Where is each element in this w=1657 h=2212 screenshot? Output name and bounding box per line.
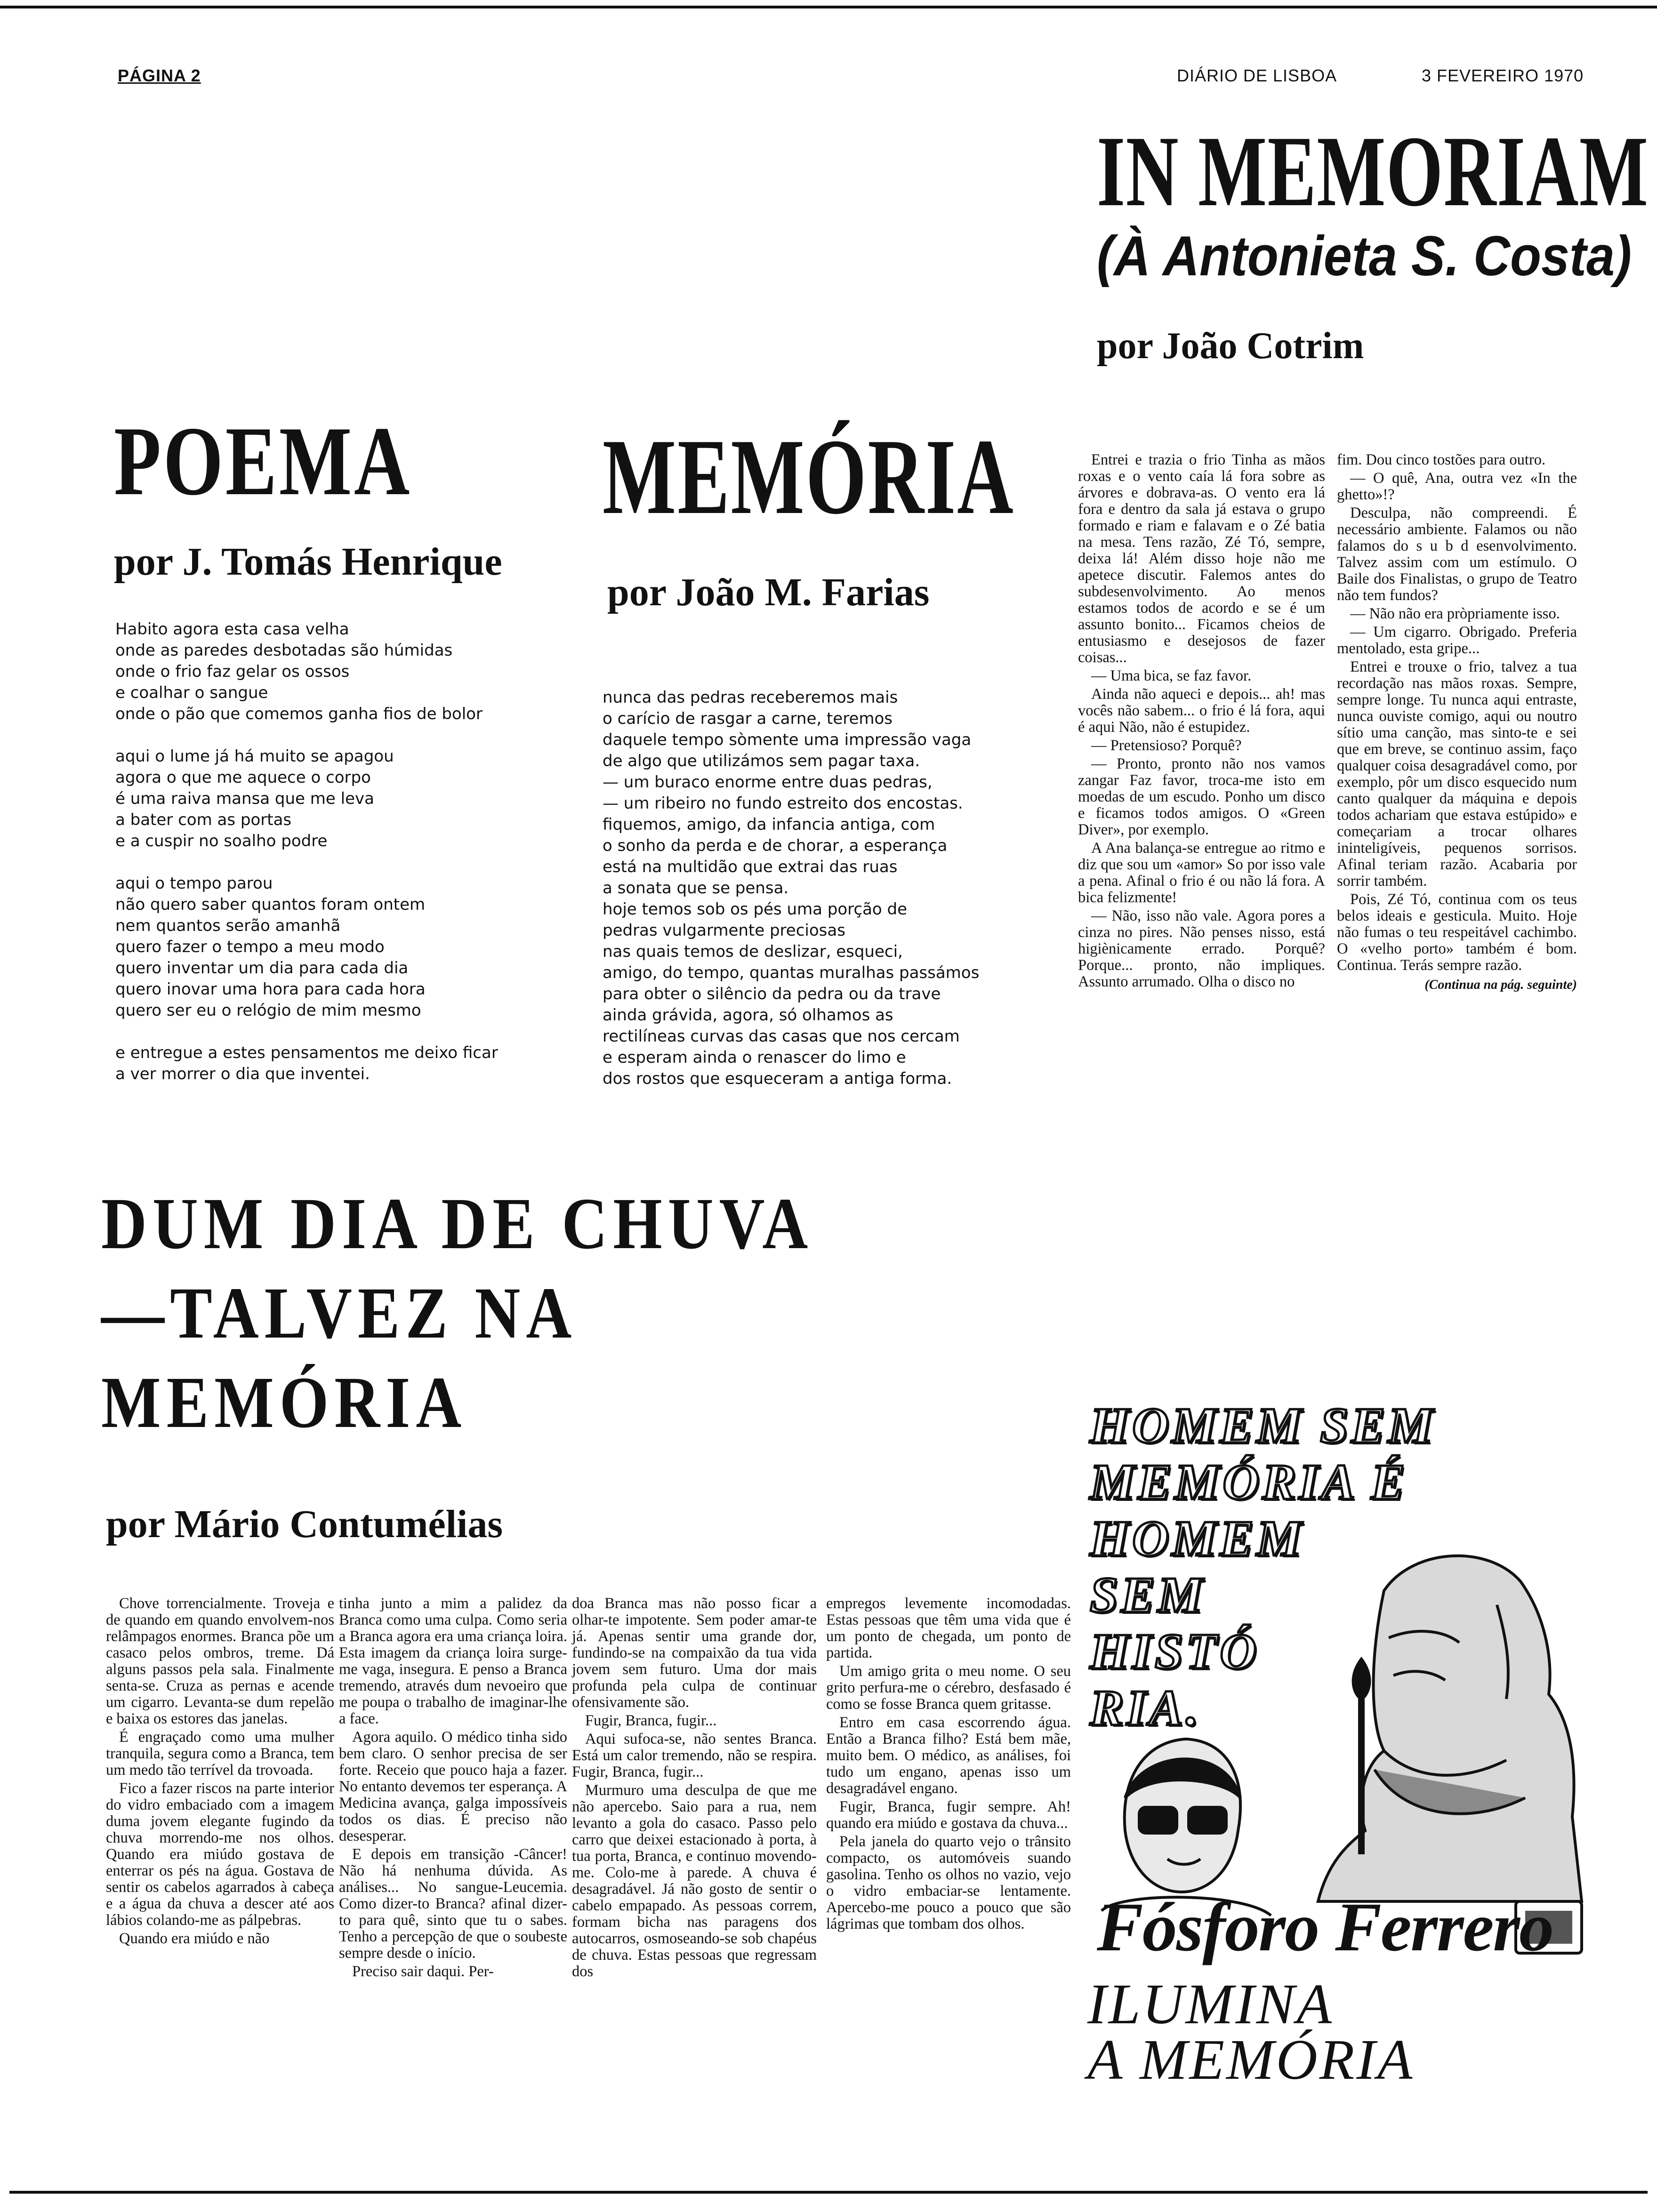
poem-line: e coalhar o sangue [115, 683, 268, 702]
chuva-column-1 [106, 1595, 334, 1949]
poem-line: amigo, do tempo, quantas muralhas passámos [603, 963, 980, 982]
poem-line: onde o frio faz gelar os ossos [115, 662, 350, 681]
poem-line: onde o pão que comemos ganha fios de bolor [115, 705, 483, 723]
poem-line: aqui o tempo parou [115, 874, 273, 893]
in-memoriam-column-1 [1078, 452, 1325, 992]
paragraph: Chove torrencialmente. Troveja e de quando em quando envolvem-nos relâmpagos enormes. Branca põe um casaco pelos ombros, treme. Dá alguns passos pela sala. Finalmente senta-se. Cruza as pernas e acende um cigarro. Levanta-se dum repelão e baixa os estores das janelas. [106, 1595, 334, 1727]
paragraph: — O quê, Ana, outra vez «In the ghetto»!? [1337, 470, 1577, 503]
poem-line: nunca das pedras receberemos mais [603, 688, 898, 707]
paragraph: E depois em transição -Câncer! Não há nenhuma dúvida. As análises... No sangue-Leucemia. Como dizer-to Branca? afinal dizer-to para quê, sinto que tu o sabes. Tenho a percepção de que o soubeste sempre desde o início. [339, 1846, 567, 1962]
poem-line: para obter o silêncio da pedra ou da trave [603, 985, 941, 1003]
paragraph: Um amigo grita o meu nome. O seu grito perfura-me o cérebro, desfasado é como se fosse Branca quem gritasse. [826, 1663, 1071, 1713]
page-number: PÁGINA 2 [118, 66, 201, 85]
poem-line: e esperam ainda o renascer do limo e [603, 1048, 906, 1067]
poem-line: o sonho da perda e de chorar, a esperança [603, 836, 948, 855]
ad-headline-line: HISTÓ [1090, 1624, 1260, 1680]
poem-line: é uma raiva mansa que me leva [115, 789, 374, 808]
paragraph: Entro em casa escorrendo água. Então a Branca filho? Está bem mãe, muito bem. O médico, as análises, foi tudo um engano, apenas isso um desagradável engano. [826, 1714, 1071, 1797]
ad-headline-line: MEMÓRIA É [1090, 1454, 1408, 1510]
poem-line: a ver morrer o dia que inventei. [115, 1065, 370, 1083]
paragraph: — Uma bica, se faz favor. [1091, 667, 1252, 684]
ad-headline-line: RIA. [1090, 1680, 1202, 1736]
chuva-column-3 [572, 1595, 817, 1982]
poem-line: nas quais temos de deslizar, esqueci, [603, 942, 903, 961]
memoria-text [603, 687, 1073, 1090]
in-memoriam-byline: por João Cotrim [1097, 325, 1364, 367]
poem-line: quero fazer o tempo a meu modo [115, 938, 385, 956]
paragraph: Preciso sair daqui. Per- [352, 1963, 494, 1980]
poem-line: e entregue a estes pensamentos me deixo ficar [115, 1043, 498, 1062]
advertisement [1083, 1393, 1586, 2099]
poem-line: hoje temos sob os pés uma porção de [603, 900, 908, 919]
poem-line: — um ribeiro no fundo estreito dos encostas. [603, 794, 963, 813]
poem-line: e a cuspir no soalho podre [115, 832, 328, 850]
ad-slogan-line: ILUMINA [1087, 1972, 1334, 2036]
ad-headline-line: HOMEM SEM [1090, 1398, 1436, 1454]
chuva-column-4 [826, 1595, 1071, 1934]
poem-line: dos rostos que esqueceram a antiga forma. [603, 1069, 952, 1088]
ad-brand: Fósforo Ferrero [1097, 1889, 1553, 1966]
paragraph: tinha junto a mim a palidez da Branca como uma culpa. Como seria a Branca agora era uma criança loira. Esta imagem da criança loira surge-me vaga, insegura. E penso a Branca tremendo, através dum nevoeiro que me poupa o trabalho de imaginar-lhe a face. [339, 1595, 567, 1727]
poem-line: daquele tempo sòmente uma impressão vaga [603, 730, 972, 749]
paragraph: Ainda não aqueci e depois... ah! mas vocês não sabem... o frio é lá fora, aqui é aqui Não, não é estupidez. [1078, 686, 1325, 736]
ad-headline-line: SEM [1090, 1567, 1206, 1623]
paragraph: Fico a fazer riscos na parte interior do vidro embaciado com a imagem duma jovem elegante fugindo da chuva morrendo-me nos olhos. Quando era miúdo gostava de enterrar os pés na água. Gostava de sentir os cabelos agarrados à cabeça e a água da chuva a descer até aos lábios colando-me as pálpebras. [106, 1780, 334, 1929]
paragraph: Entrei e trazia o frio Tinha as mãos roxas e o vento caía lá fora sobre as árvores e dobrava-as. O vento era lá fora e dentro da sala já estava o grupo formado e riam e falavam e o Zé batia na mesa. Tens razão, Zé Tó, sempre, deixa lá! Além disso hoje não me apetece discutir. Falemos antes do subdesenvolvimento. Ao menos estamos todos de acordo e se é um assunto bonito... Ficamos cheios de entusiasmo e desejosos de fazer coisas... [1078, 451, 1325, 666]
chuva-title-line: DUM DIA DE CHUVA [101, 1183, 814, 1264]
paragraph: — Um cigarro. Obrigado. Preferia mentolado, esta gripe... [1337, 624, 1577, 657]
in-memoriam-title: IN MEMORIAM [1097, 115, 1649, 227]
ad-headline-line: HOMEM [1090, 1511, 1305, 1567]
poem-line: ainda grávida, agora, só olhamos as [603, 1006, 893, 1025]
poem-line: não quero saber quantos foram ontem [115, 895, 426, 914]
in-memoriam-dedication: (À Antonieta S. Costa) [1097, 224, 1632, 288]
poem-line: fiquemos, amigo, da infancia antiga, com [603, 815, 935, 834]
poem-line: onde as paredes desbotadas são húmidas [115, 641, 453, 660]
continued-note: (Continua na pág. seguinte) [1424, 978, 1577, 992]
paragraph: Quando era miúdo e não [119, 1930, 270, 1947]
poem-line: rectilíneas curvas das casas que nos cercam [603, 1027, 960, 1046]
poem-line: quero ser eu o relógio de mim mesmo [115, 1001, 421, 1020]
paragraph: Aqui sufoca-se, não sentes Branca. Está um calor tremendo, não se respira. Fugir, Branca, fugir... [572, 1731, 817, 1780]
ad-slogan [1087, 1972, 1415, 2092]
newspaper-name: DIÁRIO DE LISBOA [1177, 66, 1337, 85]
poem-line: Habito agora esta casa velha [115, 620, 349, 639]
paragraph: Pela janela do quarto vejo o trânsito compacto, os automóveis suando gasolina. Tenho os olhos no vazio, vejo o vidro embaciar-se lentamente. Apercebo-me pouco a pouco que são lágrimas que tombam dos olhos. [826, 1833, 1071, 1932]
top-rule [0, 6, 1657, 8]
paragraph: Entrei e trouxe o frio, talvez a tua recordação nas mãos roxas. Sempre, sempre longe. Tu nunca aqui entraste, nunca ouviste comigo, aqui ou noutro sítio uma canção, mas sinto-te e sei que em breve, se continuo assim, faço qualquer coisa desagradável como, por exemplo, pôr um disco esquecido num canto qualquer da máquina e depois todos achariam que estava estúpido» e começariam a trocar olhares ininteligíveis, pequenos sorrisos. Afinal teriam razão. Acabaria por sorrir também. [1337, 658, 1577, 890]
paragraph: — Pronto, pronto não nos vamos zangar Faz favor, troca-me isto em moedas de um escudo. Ponho um disco e ficamos todos amigos. O «Green Diver», por exemplo. [1078, 755, 1325, 838]
chuva-column-2 [339, 1595, 567, 1982]
paragraph: Murmuro uma desculpa de que me não apercebo. Saio para a rua, nem levanto a gola do casaco. Passo pelo carro que deixei estacionado à porta, à tua porta, Branca, e continuo movendo-me. Colo-me à parede. A chuva é desagradável. Já não gosto de sentir o cabelo empapado. As pessoas correm, formam bicha nas paragens dos autocarros, osmoseando-se sob chapéus de chuva. Estas pessoas que regressam dos [572, 1782, 817, 1980]
paragraph: — Pretensioso? Porquê? [1091, 737, 1242, 754]
paragraph: Desculpa, não compreendi. É necessário ambiente. Falamos ou não falamos do s u b d esenvolvimento. Talvez assim com um estímulo. O Baile dos Finalistas, o grupo de Teatro não tem fundos? [1337, 505, 1577, 604]
paragraph: Fugir, Branca, fugir... [585, 1712, 717, 1729]
poem-line: quero inovar uma hora para cada hora [115, 980, 426, 999]
poem-line: nem quantos serão amanhã [115, 916, 341, 935]
ad-slogan-line: A MEMÓRIA [1087, 2028, 1415, 2092]
paragraph: fim. Dou cinco tostões para outro. [1337, 451, 1546, 468]
issue-date: 3 FEVEREIRO 1970 [1422, 66, 1584, 85]
paragraph: Agora aquilo. O médico tinha sido bem claro. O senhor precisa de ser forte. Receio que pouco haja a fazer. No entanto devemos ter esperança. A Medicina avança, galga impossíveis todos os dias. É preciso não desesperar. [339, 1729, 567, 1844]
poem-line: agora o que me aquece o corpo [115, 768, 371, 787]
poem-line: a sonata que se pensa. [603, 879, 789, 898]
chuva-title-line: MEMÓRIA [101, 1362, 467, 1443]
paragraph: A Ana balança-se entregue ao ritmo e diz que sou um «amor» So por isso vale a pena. Afinal o frio é ou não lá fora. A bica felizmente! [1078, 840, 1325, 906]
poema-text [115, 619, 586, 1085]
paragraph: Pois, Zé Tó, continua com os teus belos ideais e gesticula. Muito. Hoje não fumas o teu respeitável cachimbo. O «velho porto» também é bom. Continua. Terás sempre razão. [1337, 891, 1577, 974]
chuva-title [101, 1179, 813, 1447]
bottom-rule [9, 2191, 1648, 2194]
paragraph: — Não, isso não vale. Agora pores a cinza no pires. Não penses nisso, está higiènicamente errado. Porquê? Porque... pronto, não impliques. Assunto arrumado. Olha o disco no [1078, 907, 1325, 990]
chuva-byline: por Mário Contumélias [106, 1502, 503, 1546]
poem-line: aqui o lume já há muito se apagou [115, 747, 394, 766]
paragraph: — Não não era pròpriamente isso. [1350, 605, 1560, 622]
poema-byline: por J. Tomás Henrique [114, 540, 502, 584]
poem-line: o carício de rasgar a carne, teremos [603, 709, 893, 728]
chuva-title-line: —TALVEZ NA [101, 1272, 578, 1354]
poem-line: quero inventar um dia para cada dia [115, 959, 409, 978]
poem-line: de algo que utilizámos sem pagar taxa. [603, 752, 920, 770]
paragraph: doa Branca mas não posso ficar a olhar-te impotente. Sem poder amar-te já. Apenas sentir uma grande dor, fundindo-se na compaixão da tua vida jovem sem futuro. Uma dor mais profunda pela culpa de continuar ofensivamente são. [572, 1595, 817, 1711]
poem-line: a bater com as portas [115, 810, 292, 829]
memoria-title: MEMÓRIA [603, 417, 1015, 537]
in-memoriam-column-2 [1337, 452, 1577, 993]
paragraph: Fugir, Branca, fugir sempre. Ah! quando era miúdo e gostava da chuva... [826, 1798, 1071, 1832]
paragraph: empregos levemente incomodadas. Estas pessoas que têm uma vida que é um ponto de chegada, um ponto de partida. [826, 1595, 1071, 1661]
poem-line: está na multidão que extrai das ruas [603, 858, 898, 876]
poema-title: POEMA [114, 407, 412, 516]
bearded-man-figure [1318, 1556, 1582, 1901]
poem-line: — um buraco enorme entre duas pedras, [603, 773, 933, 792]
paragraph: É engraçado como uma mulher tranquila, segura como a Branca, tem um medo tão terrível da trovoada. [106, 1729, 334, 1779]
memoria-byline: por João M. Farias [607, 570, 930, 614]
poem-line: pedras vulgarmente preciosas [603, 921, 845, 940]
